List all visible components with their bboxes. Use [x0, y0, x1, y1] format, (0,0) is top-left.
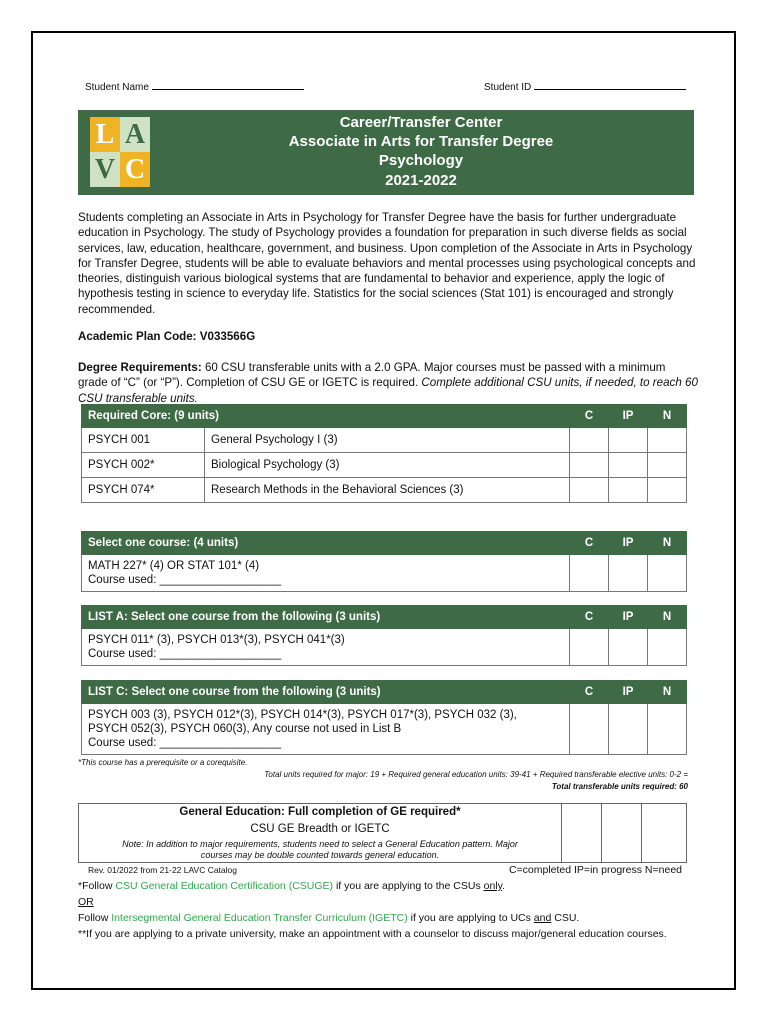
ge-subtitle: CSU GE Breadth or IGETC	[250, 823, 390, 835]
degree-req-text: 60 CSU transferable units with a 2.0 GPA. Major courses must be passed with a minimum grade of “C” (or “P”). Completion of CSU GE or IGETC is required.	[78, 361, 666, 390]
col-ip: IP	[609, 532, 648, 555]
check-ip[interactable]	[609, 629, 648, 666]
degree-req-label: Degree Requirements:	[78, 361, 202, 374]
csuge-instruction: *Follow CSU General Education Certification (CSUGE) if you are applying to the CSUs only.	[78, 880, 506, 892]
private-university-note: **If you are applying to a private university, make an appointment with a counselor to discuss major/general education courses.	[78, 928, 667, 940]
col-n: N	[648, 405, 687, 428]
lavc-logo	[90, 117, 150, 187]
plan-code: Academic Plan Code: V033566G	[78, 330, 256, 343]
revision-note: Rev. 01/2022 from 21-22 LAVC Catalog	[88, 865, 237, 875]
course-code: PSYCH 074*	[82, 478, 205, 503]
check-n[interactable]	[648, 478, 687, 503]
col-n: N	[648, 532, 687, 555]
student-name-field[interactable]	[85, 80, 304, 93]
core-title: Required Core: (9 units)	[82, 405, 570, 428]
check-n[interactable]	[648, 555, 687, 592]
units-summary: Total units required for major: 19 + Required general education units: 39-41 + Required transferable elective units: 0-2 =	[264, 770, 688, 779]
required-core-table	[81, 404, 687, 503]
table-row	[82, 453, 687, 478]
logo-letter: C	[124, 154, 146, 185]
list-a-table	[81, 605, 687, 666]
course-name: Research Methods in the Behavioral Sciences (3)	[205, 478, 570, 503]
col-ip: IP	[609, 681, 648, 704]
banner-title-line3: Psychology	[378, 152, 464, 169]
select-one-courses: MATH 227* (4) OR STAT 101* (4)	[88, 560, 260, 572]
general-education-box	[78, 803, 687, 863]
course-used-field[interactable]: Course used: ___________________	[88, 648, 282, 660]
table-row	[82, 478, 687, 503]
check-ip[interactable]	[609, 555, 648, 592]
check-c[interactable]	[570, 453, 609, 478]
total-units: Total transferable units required: 60	[551, 782, 688, 791]
list-c-table	[81, 680, 687, 755]
or-divider: OR	[78, 896, 94, 908]
col-c: C	[570, 606, 609, 629]
ge-note-line1: Note: In addition to major requirements, students need to select a General Education pattern. Major	[122, 839, 518, 849]
select-one-title: Select one course: (4 units)	[82, 532, 570, 555]
degree-req-italic: Complete additional CSU units, if needed, to reach 60 CSU transferable units.	[78, 376, 698, 405]
list-c-title: LIST C: Select one course from the following (3 units)	[82, 681, 570, 704]
check-c[interactable]	[570, 555, 609, 592]
student-id-field[interactable]	[484, 80, 686, 93]
degree-requirements	[78, 360, 698, 406]
course-used-field[interactable]: Course used: ___________________	[88, 574, 282, 586]
course-name: General Psychology I (3)	[205, 428, 570, 453]
igetc-instruction: Follow Intersegmental General Education Transfer Curriculum (IGETC) if you are applying to UCs and CSU.	[78, 912, 580, 924]
student-name-label: Student Name	[85, 82, 149, 93]
col-c: C	[570, 681, 609, 704]
ge-note-line2: courses may be double counted towards general education.	[200, 850, 440, 860]
col-c: C	[570, 405, 609, 428]
col-n: N	[648, 606, 687, 629]
logo-letter: A	[124, 119, 146, 150]
check-ip[interactable]	[609, 478, 648, 503]
csuge-link[interactable]: CSU General Education Certification (CSUGE)	[115, 880, 334, 892]
course-name: Biological Psychology (3)	[205, 453, 570, 478]
select-one-table	[81, 531, 687, 592]
list-c-courses-line1: PSYCH 003 (3), PSYCH 012*(3), PSYCH 014*(3), PSYCH 017*(3), PSYCH 032 (3),	[88, 709, 517, 721]
check-ip[interactable]	[609, 704, 648, 755]
check-ip[interactable]	[609, 428, 648, 453]
col-ip: IP	[609, 405, 648, 428]
col-n: N	[648, 681, 687, 704]
list-a-courses: PSYCH 011* (3), PSYCH 013*(3), PSYCH 041*(3)	[88, 634, 345, 646]
ge-title: General Education: Full completion of GE required*	[179, 806, 461, 818]
course-used-field[interactable]: Course used: ___________________	[88, 737, 282, 749]
prereq-footnote: *This course has a prerequisite or a corequisite.	[78, 758, 248, 767]
check-c[interactable]	[570, 704, 609, 755]
course-code: PSYCH 001	[82, 428, 205, 453]
title-banner	[78, 110, 694, 195]
check-ip[interactable]	[609, 453, 648, 478]
check-n[interactable]	[648, 704, 687, 755]
check-n[interactable]	[648, 453, 687, 478]
list-c-courses-line2: PSYCH 052(3), PSYCH 060(3), Any course not used in List B	[88, 723, 402, 735]
list-a-title: LIST A: Select one course from the following (3 units)	[82, 606, 570, 629]
status-legend: C=completed IP=in progress N=need	[508, 864, 682, 876]
student-name-line[interactable]	[152, 80, 304, 90]
course-code: PSYCH 002*	[82, 453, 205, 478]
student-id-line[interactable]	[534, 80, 686, 90]
check-c[interactable]	[570, 428, 609, 453]
banner-title-line2: Associate in Arts for Transfer Degree	[288, 133, 554, 150]
col-c: C	[570, 532, 609, 555]
intro-paragraph: Students completing an Associate in Arts in Psychology for Transfer Degree have the basis for further undergraduate education in Psychology. The study of Psychology provides a foundation for preparation in such diverse fields as social services, law, education, healthcare, government, and business. Upon completion of the Associate in Arts in Psychology for Transfer Degree, students will be able to evaluate behaviors and mental processes using psychological concepts and theories, distinguish various biological systems that are fundamental to behavior and experience, apply the logic of hypothesis testing in science to everyday life. Statistics for the social sciences (Stat 101) is encouraged and strongly recommended.	[78, 211, 696, 316]
logo-letter: V	[94, 154, 116, 185]
banner-title-line1: Career/Transfer Center	[339, 114, 503, 131]
banner-title-line4: 2021-2022	[385, 172, 457, 189]
check-n[interactable]	[648, 428, 687, 453]
check-c[interactable]	[570, 478, 609, 503]
col-ip: IP	[609, 606, 648, 629]
check-c[interactable]	[570, 629, 609, 666]
igetc-link[interactable]: Intersegmental General Education Transfer Curriculum (IGETC)	[111, 912, 408, 924]
logo-letter: L	[95, 119, 115, 150]
check-n[interactable]	[648, 629, 687, 666]
student-id-label: Student ID	[484, 82, 532, 93]
table-row	[82, 428, 687, 453]
